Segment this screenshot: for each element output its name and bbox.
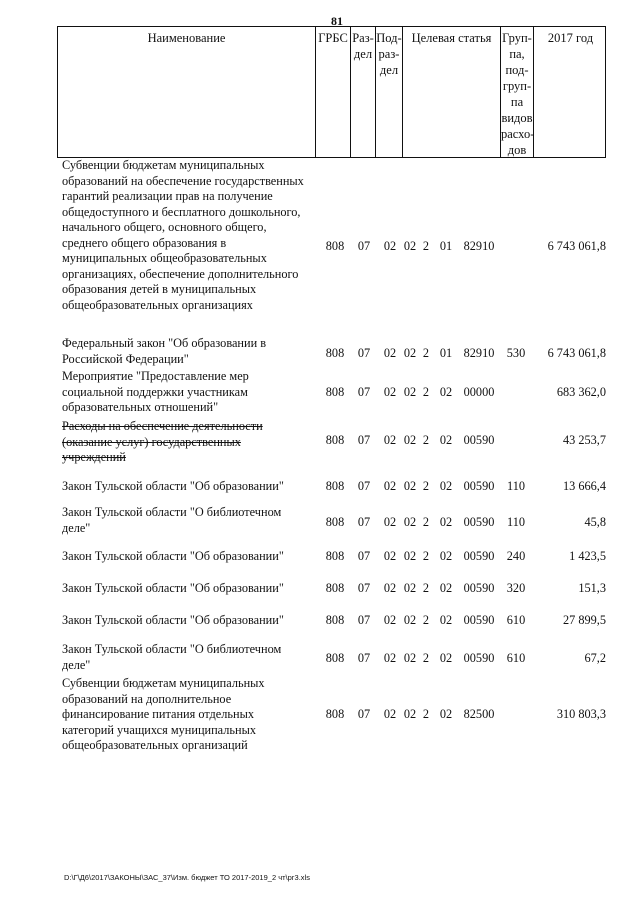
table-row (57, 369, 606, 419)
table-row (57, 636, 606, 676)
cell-target-3: 02 (439, 707, 453, 721)
cell-target-3: 01 (439, 346, 453, 360)
cell-grbs: 808 (325, 433, 345, 447)
table-row (57, 676, 606, 758)
header-name: Наименование (58, 27, 316, 157)
row-name: Закон Тульской области "О библиотечном деле" (62, 642, 282, 672)
cell-amount: 683 362,0 (556, 385, 606, 399)
cell-grbs: 808 (325, 549, 345, 563)
cell-target-2: 2 (422, 479, 430, 493)
cell-target-4: 00590 (463, 581, 495, 595)
cell-grbs: 808 (325, 613, 345, 627)
cell-razdel: 07 (357, 581, 371, 595)
cell-razdel: 07 (357, 346, 371, 360)
cell-grbs: 808 (325, 385, 345, 399)
cell-target-2: 2 (422, 385, 430, 399)
cell-podrazdel: 02 (383, 707, 397, 721)
row-name: Мероприятие "Предоставление мер социальной поддержки участникам образовательных отношений" (62, 369, 249, 414)
row-name: Федеральный закон "Об образовании в Российской Федерации" (62, 336, 267, 366)
cell-razdel: 07 (357, 239, 371, 253)
cell-target-1: 02 (403, 707, 417, 721)
cell-target-1: 02 (403, 239, 417, 253)
cell-target-4: 82910 (463, 346, 495, 360)
cell-target-1: 02 (403, 346, 417, 360)
row-name: Закон Тульской области "Об образовании" (62, 549, 284, 563)
cell-group: 110 (507, 515, 525, 529)
cell-amount: 45,8 (584, 515, 606, 529)
header-target: Целевая статья (403, 27, 501, 157)
cell-razdel: 07 (357, 707, 371, 721)
cell-grbs: 808 (325, 707, 345, 721)
cell-target-3: 02 (439, 515, 453, 529)
cell-amount: 310 803,3 (556, 707, 606, 721)
cell-grbs: 808 (325, 346, 345, 360)
cell-razdel: 07 (357, 651, 371, 665)
cell-target-2: 2 (422, 651, 430, 665)
cell-group: 530 (506, 346, 526, 360)
file-path-footer: D:\Г\Д6\2017\ЗАКОНЫ\ЗАС_37\Изм. бюджет ТО 2017-2019_2 чт\рг3.xls (64, 873, 310, 882)
cell-podrazdel: 02 (383, 239, 397, 253)
cell-podrazdel: 02 (383, 433, 397, 447)
cell-amount: 43 253,7 (562, 433, 606, 447)
header-year: 2017 год (547, 31, 594, 45)
row-name: Закон Тульской области "Об образовании" (62, 613, 284, 627)
cell-podrazdel: 02 (383, 515, 397, 529)
table-row (57, 505, 606, 541)
cell-target-3: 02 (439, 581, 453, 595)
cell-target-1: 02 (403, 479, 417, 493)
cell-target-1: 02 (403, 385, 417, 399)
header-razdel: Раз- дел (351, 27, 376, 157)
cell-target-4: 82500 (463, 707, 495, 721)
cell-target-3: 02 (439, 613, 453, 627)
cell-amount: 6 743 061,8 (547, 239, 606, 253)
cell-grbs: 808 (325, 515, 345, 529)
cell-amount: 151,3 (578, 581, 606, 595)
cell-amount: 67,2 (584, 651, 606, 665)
cell-grbs: 808 (325, 651, 345, 665)
table-row (57, 573, 606, 605)
cell-target-3: 02 (439, 651, 453, 665)
cell-podrazdel: 02 (383, 479, 397, 493)
cell-target-3: 02 (439, 549, 453, 563)
cell-target-4: 00590 (463, 549, 495, 563)
table-row (57, 541, 606, 573)
cell-target-2: 2 (422, 707, 430, 721)
cell-target-1: 02 (403, 613, 417, 627)
cell-amount: 13 666,4 (562, 479, 606, 493)
cell-target-1: 02 (403, 515, 417, 529)
cell-razdel: 07 (357, 613, 371, 627)
cell-grbs: 808 (325, 479, 345, 493)
cell-target-2: 2 (422, 239, 430, 253)
cell-group: 610 (506, 651, 526, 665)
cell-amount: 6 743 061,8 (547, 346, 606, 360)
cell-podrazdel: 02 (383, 549, 397, 563)
cell-target-4: 00590 (463, 479, 495, 493)
cell-target-2: 2 (422, 433, 430, 447)
table-row (57, 419, 606, 471)
table-body (57, 158, 606, 758)
cell-podrazdel: 02 (383, 613, 397, 627)
cell-grbs: 808 (325, 581, 345, 595)
page-number: 81 (331, 14, 343, 28)
cell-target-4: 00590 (463, 651, 495, 665)
cell-target-3: 02 (439, 433, 453, 447)
cell-amount: 27 899,5 (562, 613, 606, 627)
header-group: Груп- па, под- груп- па видов расхо- дов (501, 27, 534, 157)
cell-target-1: 02 (403, 581, 417, 595)
cell-target-1: 02 (403, 549, 417, 563)
cell-razdel: 07 (357, 515, 371, 529)
cell-target-3: 01 (439, 239, 453, 253)
row-name: Закон Тульской области "Об образовании" (62, 479, 284, 493)
row-name: Субвенции бюджетам муниципальных образований на дополнительное финансирование питания отдельных категорий учащихся муниципальных общеобразовательных организаций (62, 676, 265, 752)
cell-podrazdel: 02 (383, 581, 397, 595)
cell-target-4: 00590 (463, 433, 495, 447)
row-name: Закон Тульской области "О библиотечном деле" (62, 505, 282, 535)
cell-target-1: 02 (403, 651, 417, 665)
cell-target-3: 02 (439, 385, 453, 399)
cell-target-2: 2 (422, 549, 430, 563)
table-row (57, 336, 606, 369)
row-name: Субвенции бюджетам муниципальных образований на обеспечение государственных гарантий реализации прав на получение общедоступного и бесплатного дошкольного, начального общего, основного общего, среднего общего образования в муниципальных общеобразовательных организациях, обеспечение дополнительного образования детей в муниципальных общеобразовательных организациях (62, 158, 304, 312)
cell-podrazdel: 02 (383, 651, 397, 665)
cell-grbs: 808 (325, 239, 345, 253)
cell-amount: 1 423,5 (569, 549, 606, 563)
cell-target-4: 00590 (463, 613, 495, 627)
cell-group: 610 (506, 613, 526, 627)
cell-group: 110 (507, 479, 525, 493)
cell-target-2: 2 (422, 581, 430, 595)
cell-target-4: 00590 (463, 515, 495, 529)
cell-target-2: 2 (422, 613, 430, 627)
header-podrazdel: Под- раз- дел (376, 27, 403, 157)
table-row (57, 158, 606, 336)
cell-razdel: 07 (357, 385, 371, 399)
cell-target-2: 2 (422, 515, 430, 529)
cell-group: 320 (506, 581, 526, 595)
cell-target-4: 00000 (463, 385, 495, 399)
cell-podrazdel: 02 (383, 346, 397, 360)
cell-podrazdel: 02 (383, 385, 397, 399)
cell-razdel: 07 (357, 549, 371, 563)
cell-target-4: 82910 (463, 239, 495, 253)
table-header (57, 26, 606, 158)
cell-group: 240 (506, 549, 526, 563)
cell-target-3: 02 (439, 479, 453, 493)
cell-target-2: 2 (422, 346, 430, 360)
row-name: Закон Тульской области "Об образовании" (62, 581, 284, 595)
table-row (57, 605, 606, 636)
table-row (57, 471, 606, 505)
row-name-struck: Расходы на обеспечение деятельности (оказание услуг) государственных учреждений (62, 419, 263, 464)
cell-razdel: 07 (357, 479, 371, 493)
cell-target-1: 02 (403, 433, 417, 447)
cell-razdel: 07 (357, 433, 371, 447)
header-grbs: ГРБС (316, 27, 351, 157)
